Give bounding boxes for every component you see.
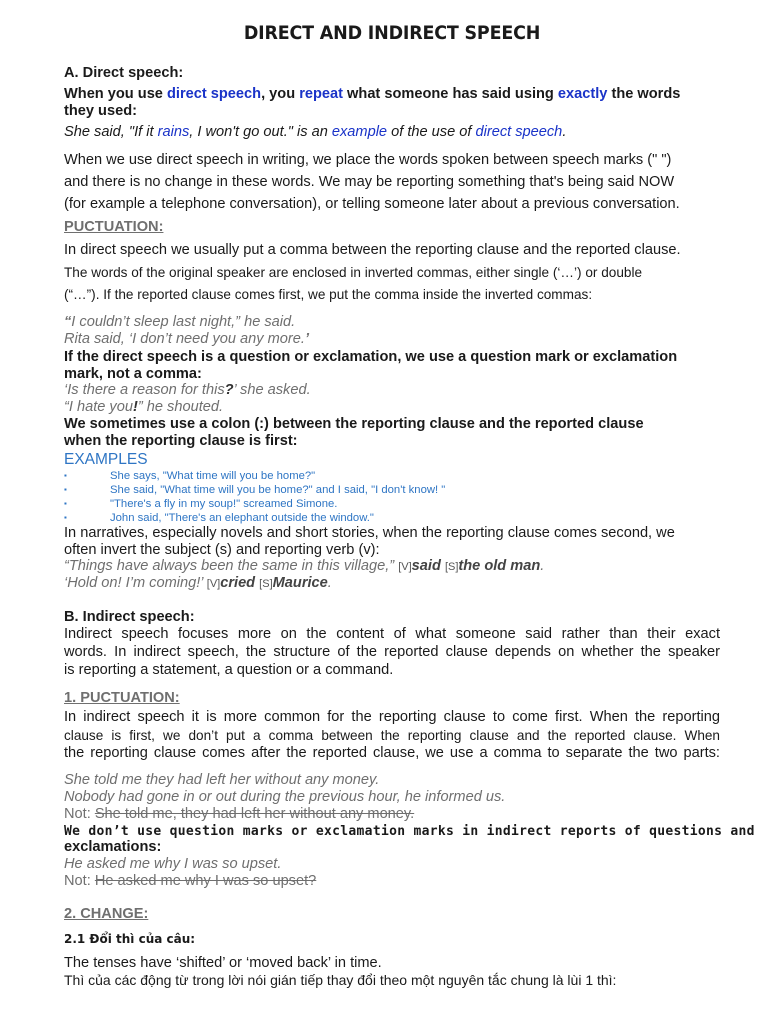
- indirect-example: Nobody had gone in or out during the previous hour, he informed us.: [64, 789, 506, 805]
- struck-text: She told me, they had left her without any money.: [94, 806, 415, 822]
- paragraph-line: often invert the subject (s) and reporting verb (v):: [64, 542, 380, 558]
- wrong-example: [64, 806, 414, 823]
- quote-example: [64, 314, 295, 331]
- keyword-exactly: exactly: [557, 86, 608, 102]
- rule-line: when the reporting clause is first:: [64, 433, 298, 449]
- rule-line: exclamations:: [64, 839, 162, 855]
- list-item: [64, 497, 337, 511]
- quote-text: Rita said, ‘I don’t need you any more.: [64, 331, 305, 347]
- list-item-text: John said, "There's an elephant outside the window.": [110, 512, 374, 524]
- def-text: the words: [607, 86, 681, 102]
- paragraph-line: clause is first, we don’t put a comma between the reporting clause and the reported clause. When: [64, 728, 720, 743]
- wrong-example: [64, 873, 316, 890]
- direct-speech-definition-cont: they used:: [64, 103, 137, 119]
- rule-line: We sometimes use a colon (:) between the reporting clause and the reported clause: [64, 416, 644, 432]
- direct-speech-example: [64, 124, 566, 141]
- quote-text: “I hate you: [64, 399, 133, 415]
- example-text: of the use of: [387, 124, 476, 140]
- paragraph-line: (“…”). If the reported clause comes first, we put the comma inside the inverted commas:: [64, 287, 593, 302]
- paragraph-line: words. In indirect speech, the structure of the reported clause depends on whether the speaker: [64, 644, 720, 660]
- question-mark: ?: [224, 382, 234, 398]
- paragraph-line: In indirect speech it is more common for the reporting clause to come first. When the reporting: [64, 709, 720, 725]
- rule-line: We don’t use question marks or exclamation marks in indirect reports of questions and: [64, 824, 755, 839]
- paragraph-line: The tenses have ‘shifted’ or ‘moved back’ in time.: [64, 955, 382, 971]
- quote-text: I couldn’t sleep last night,” he said.: [71, 314, 296, 330]
- quote-mark: ’: [304, 331, 309, 347]
- bullet-icon: ▪: [64, 513, 67, 522]
- list-item: [64, 483, 445, 497]
- subject-tag: [S]: [259, 578, 273, 590]
- link-rains: rains: [157, 124, 190, 140]
- subject: the old man: [458, 558, 541, 574]
- paragraph-line: the reporting clause comes after the reported clause, we use a comma to separate the two parts:: [64, 745, 720, 761]
- quote-text: “Things have always been the same in this village,”: [64, 558, 395, 574]
- section-a-heading: A. Direct speech:: [64, 65, 184, 81]
- list-item-text: "There's a fly in my soup!" screamed Simone.: [110, 498, 338, 510]
- list-item: [64, 511, 374, 525]
- def-text: When you use: [64, 86, 167, 102]
- example-text: She said, "If it: [64, 124, 158, 140]
- subheading: 2.1 Đổi thì của câu:: [64, 932, 196, 946]
- verb: cried: [220, 575, 256, 591]
- quote-example: [64, 399, 223, 416]
- not-label: Not:: [64, 873, 95, 889]
- paragraph-line: Indirect speech focuses more on the content of what someone said rather than their exact: [64, 626, 720, 642]
- direct-speech-definition: [64, 86, 680, 103]
- struck-text: He asked me why I was so upset?: [94, 873, 317, 889]
- rule-line: mark, not a comma:: [64, 366, 202, 382]
- exclamation-mark: !: [132, 399, 138, 415]
- paragraph-line: Thì của các động từ trong lời nói gián tiếp thay đổi theo một nguyên tắc chung là lùi 1 thì:: [64, 972, 617, 988]
- example-text: , I won't go out." is an: [189, 124, 332, 140]
- subject: Maurice: [272, 575, 328, 591]
- period: .: [327, 575, 332, 591]
- keyword-repeat: repeat: [299, 86, 343, 102]
- paragraph-line: In direct speech we usually put a comma between the reporting clause and the reported clause.: [64, 242, 681, 258]
- verb-tag: [V]: [398, 561, 412, 573]
- quote-example: [64, 331, 309, 348]
- paragraph-line: In narratives, especially novels and short stories, when the reporting clause comes second, we: [64, 525, 675, 541]
- paragraph-line: When we use direct speech in writing, we place the words spoken between speech marks (" "): [64, 152, 672, 168]
- def-text: , you: [261, 86, 300, 102]
- section-b-heading: B. Indirect speech:: [64, 609, 195, 625]
- example-text: .: [562, 124, 567, 140]
- paragraph-line: is reporting a statement, a question or a command.: [64, 662, 394, 678]
- paragraph-line: and there is no change in these words. We may be reporting something that's being said NOW: [64, 174, 675, 190]
- bullet-icon: ▪: [64, 471, 67, 480]
- not-label: Not:: [64, 806, 95, 822]
- page-title: DIRECT AND INDIRECT SPEECH: [243, 22, 541, 44]
- examples-heading: EXAMPLES: [64, 451, 148, 468]
- change-heading: 2. CHANGE:: [64, 906, 149, 922]
- verb-tag: [V]: [206, 578, 221, 590]
- inversion-example: [64, 575, 332, 593]
- link-direct-speech: direct speech: [475, 124, 563, 140]
- quote-text: ” he shouted.: [137, 399, 224, 415]
- punctuation-1-heading: 1. PUCTUATION:: [64, 690, 180, 706]
- indirect-example: She told me they had left her without any money.: [64, 772, 380, 788]
- verb: said: [411, 558, 441, 574]
- rule-line: If the direct speech is a question or exclamation, we use a question mark or exclamation: [64, 349, 678, 365]
- quote-text: ‘Hold on! I’m coming!’: [64, 575, 203, 591]
- subject-tag: [S]: [444, 561, 459, 573]
- list-item-text: She says, "What time will you be home?": [110, 470, 316, 482]
- bullet-icon: ▪: [64, 485, 67, 494]
- paragraph-line: The words of the original speaker are enclosed in inverted commas, either single (‘…’) or double: [64, 265, 643, 280]
- punctuation-heading: PUCTUATION:: [64, 219, 164, 235]
- list-item: [64, 469, 315, 483]
- quote-mark: “: [64, 314, 72, 330]
- def-text: what someone has said using: [343, 86, 558, 102]
- quote-text: ’ she asked.: [233, 382, 311, 398]
- paragraph-line: (for example a telephone conversation), or telling someone later about a previous conversation.: [64, 196, 680, 212]
- indirect-example: He asked me why I was so upset.: [64, 856, 282, 872]
- quote-example: [64, 382, 311, 399]
- list-item-text: She said, "What time will you be home?" and I said, "I don't know! ": [110, 484, 446, 496]
- bullet-icon: ▪: [64, 499, 67, 508]
- inversion-example: [64, 558, 544, 576]
- link-example: example: [331, 124, 388, 140]
- quote-text: ‘Is there a reason for this: [64, 382, 225, 398]
- keyword-direct-speech: direct speech: [166, 86, 262, 102]
- period: .: [540, 558, 545, 574]
